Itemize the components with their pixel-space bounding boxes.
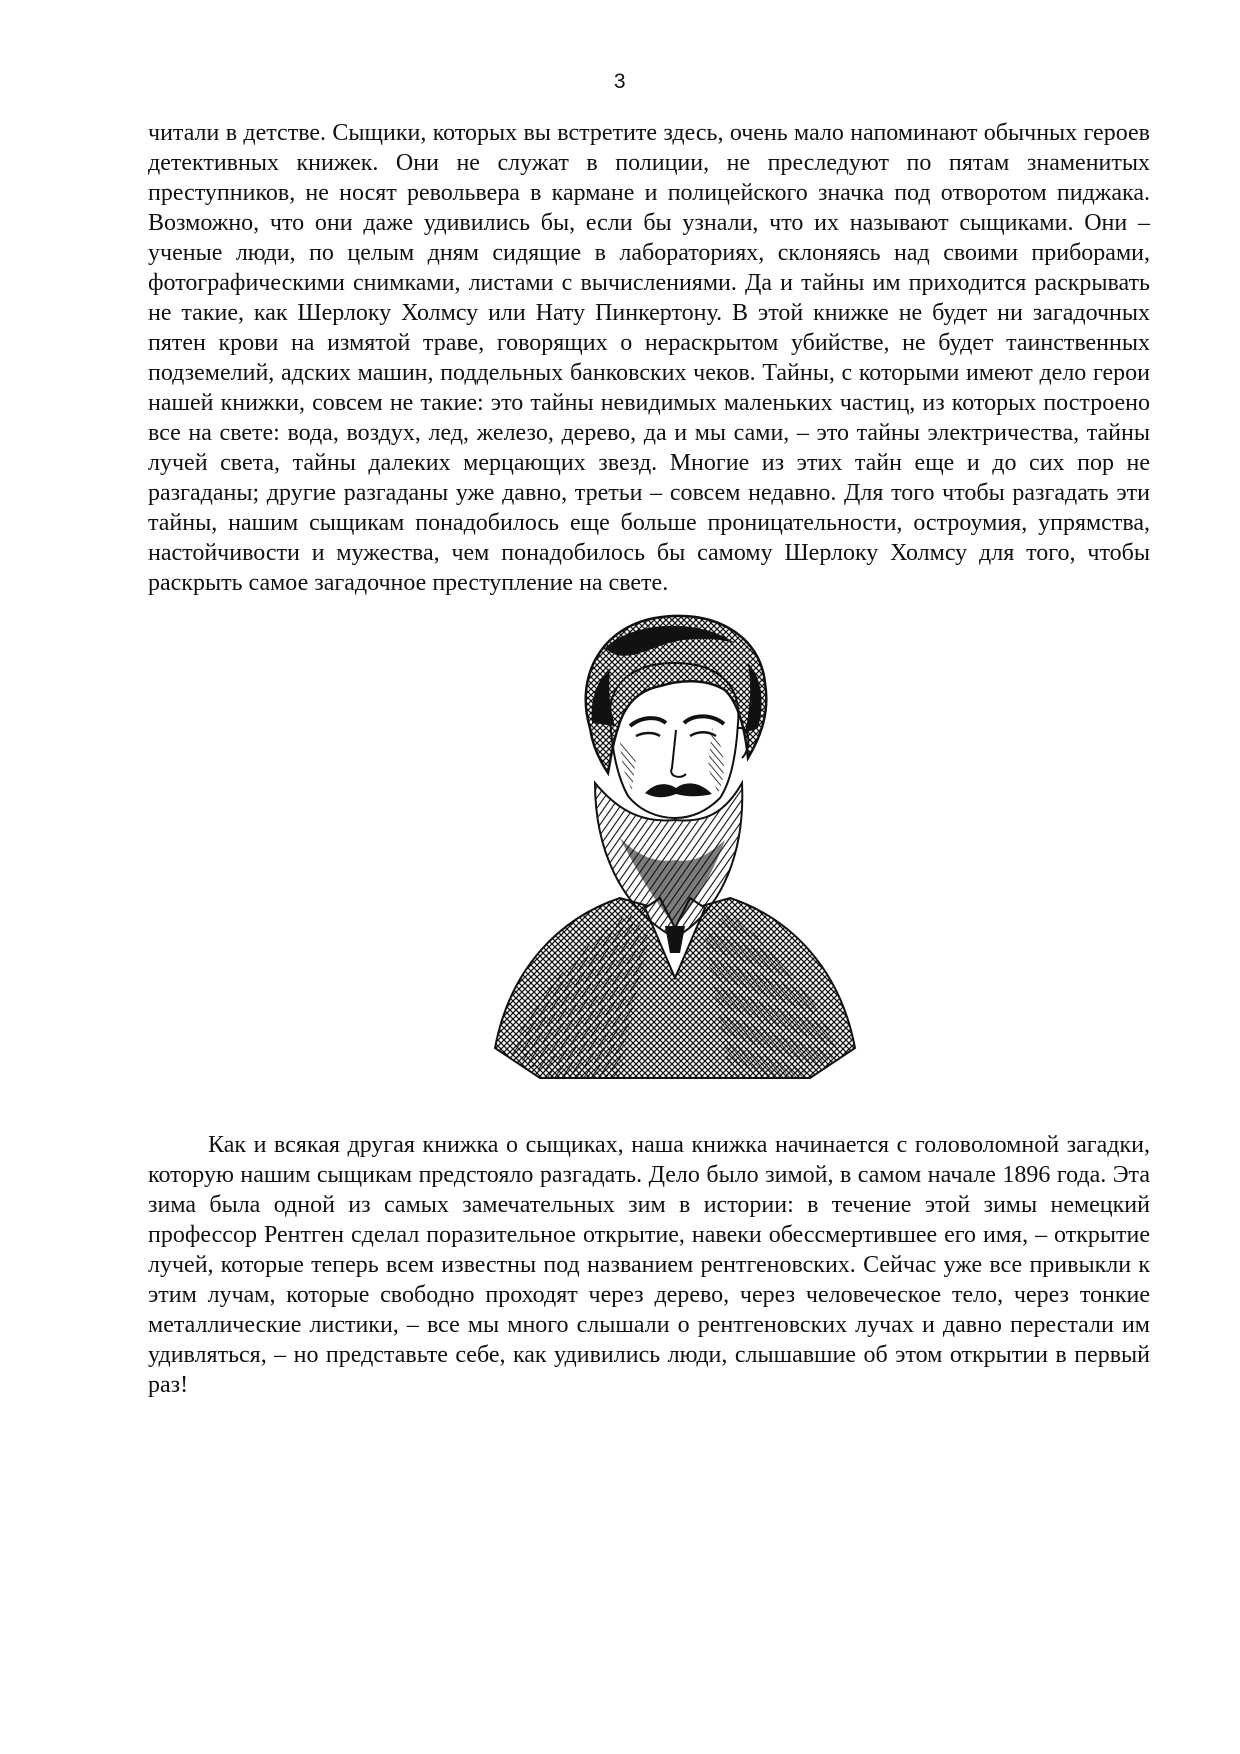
- page-number: 3: [613, 70, 627, 93]
- paragraph-roentgen: Как и всякая другая книжка о сыщиках, наша книжка начинается с головоломной загадки, которую нашим сыщикам предстояло разгадать. Дело было зимой, в самом начале 1896 года. Эта зима была одной из самых замечательных зим в истории: в течение этой зимы немецкий профессор Рентген сделал поразительное открытие, навеки обессмертившее его имя, – открытие лучей, которые теперь всем известны под названием рентгеновских. Сейчас уже все привыкли к этим лучам, которые свободно проходят через дерево, через человеческое тело, через тонкие металлические листики, – все мы много слышали о рентгеновских лучах и давно перестали им удивляться, – но представьте себе, как удивились люди, слышавшие об этом открытии в первый раз!: [148, 1132, 1150, 1398]
- portrait-illustration: [480, 608, 870, 1088]
- paragraph-intro: читали в детстве. Сыщики, которых вы встретите здесь, очень мало напоминают обычных героев детективных книжек. Они не служат в полиции, не преследуют по пятам знаменитых преступников, не носят револьвера в кармане и полицейского значка под отворотом пиджака. Возможно, что они даже удивились бы, если бы узнали, что их называют сыщиками. Они – ученые люди, по целым дням сидящие в лабораториях, склоняясь над своими приборами, фотографическими снимками, листами с вычислениями. Да и тайны им приходится раскрывать не такие, как Шерлоку Холмсу или Нату Пинкертону. В этой книжке не будет ни загадочных пятен крови на измятой траве, говорящих о нераскрытом убийстве, не будет таинственных подземелий, адских машин, поддельных банковских чеков. Тайны, с которыми имеют дело герои нашей книжки, совсем не такие: это тайны невидимых маленьких частиц, из которых построено все на свете: вода, воздух, лед, железо, дерево, да и мы сами, – это тайны электричества, тайны лучей света, тайны далеких мерцающих звезд. Многие из этих тайн еще и до сих пор не разгаданы; другие разгаданы уже давно, третьи – совсем недавно. Для того чтобы разгадать эти тайны, нашим сыщикам понадобилось еще больше проницательности, остроумия, упрямства, настойчивости и мужества, чем понадобилось бы самому Шерлоку Холмсу для того, чтобы раскрыть самое загадочное преступление на свете.: [148, 120, 1150, 596]
